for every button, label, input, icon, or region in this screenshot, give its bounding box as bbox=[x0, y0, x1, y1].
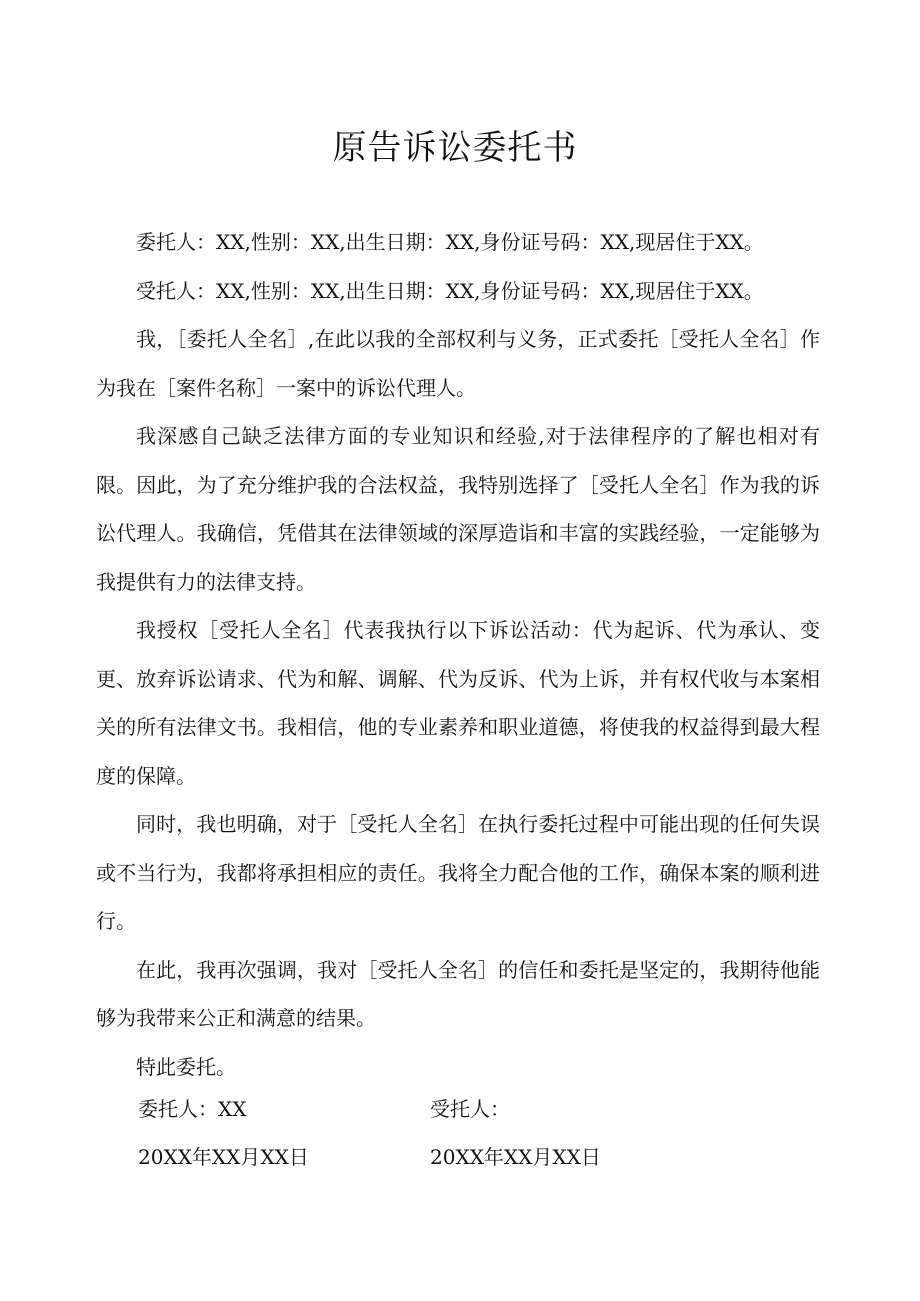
principal-signature-label: 委托人：XX bbox=[138, 1097, 247, 1121]
principal-info-paragraph: 委托人：XX,性别：XX,出生日期：XX,身份证号码：XX,现居住于XX。 bbox=[136, 230, 764, 254]
principal-signature-date: 20XX年XX月XX日 bbox=[138, 1145, 309, 1169]
reason-paragraph: 我深感自己缺乏法律方面的专业知识和经验,对于法律程序的了解也相对有限。因此，为了充分维护我的合法权益，我特别选择了［受托人全名］作为我的诉讼代理人。我确信，凭借其在法律领域的深厚造诣和丰富的实践经验，一定能够为我提供有力的法律支持。 bbox=[96, 424, 820, 594]
authorization-paragraph: 我授权［受托人全名］代表我执行以下诉讼活动：代为起诉、代为承认、变更、放弃诉讼请求、代为和解、调解、代为反诉、代为上诉，并有权代收与本案相关的所有法律文书。我相信，他的专业素养和职业道德，将使我的权益得到最大程度的保障。 bbox=[96, 618, 820, 788]
document-body bbox=[96, 218, 820, 1091]
trust-paragraph: 在此，我再次强调，我对［受托人全名］的信任和委托是坚定的，我期待他能够为我带来公正和满意的结果。 bbox=[96, 957, 820, 1030]
responsibility-paragraph: 同时，我也明确，对于［受托人全名］在执行委托过程中可能出现的任何失误或不当行为，我都将承担相应的责任。我将全力配合他的工作，确保本案的顺利进行。 bbox=[96, 812, 820, 933]
agent-signature-label: 受托人： bbox=[430, 1097, 510, 1121]
agent-info-paragraph: 受托人：XX,性别：XX,出生日期：XX,身份证号码：XX,现居住于XX。 bbox=[136, 278, 764, 303]
closing-paragraph: 特此委托。 bbox=[136, 1054, 236, 1079]
document-title: 原告诉讼委托书 bbox=[332, 128, 578, 168]
agent-signature-date: 20XX年XX月XX日 bbox=[430, 1145, 601, 1169]
appointment-paragraph: 我，［委托人全名］,在此以我的全部权利与义务，正式委托［受托人全名］作为我在［案件名称］一案中的诉讼代理人。 bbox=[96, 327, 820, 400]
